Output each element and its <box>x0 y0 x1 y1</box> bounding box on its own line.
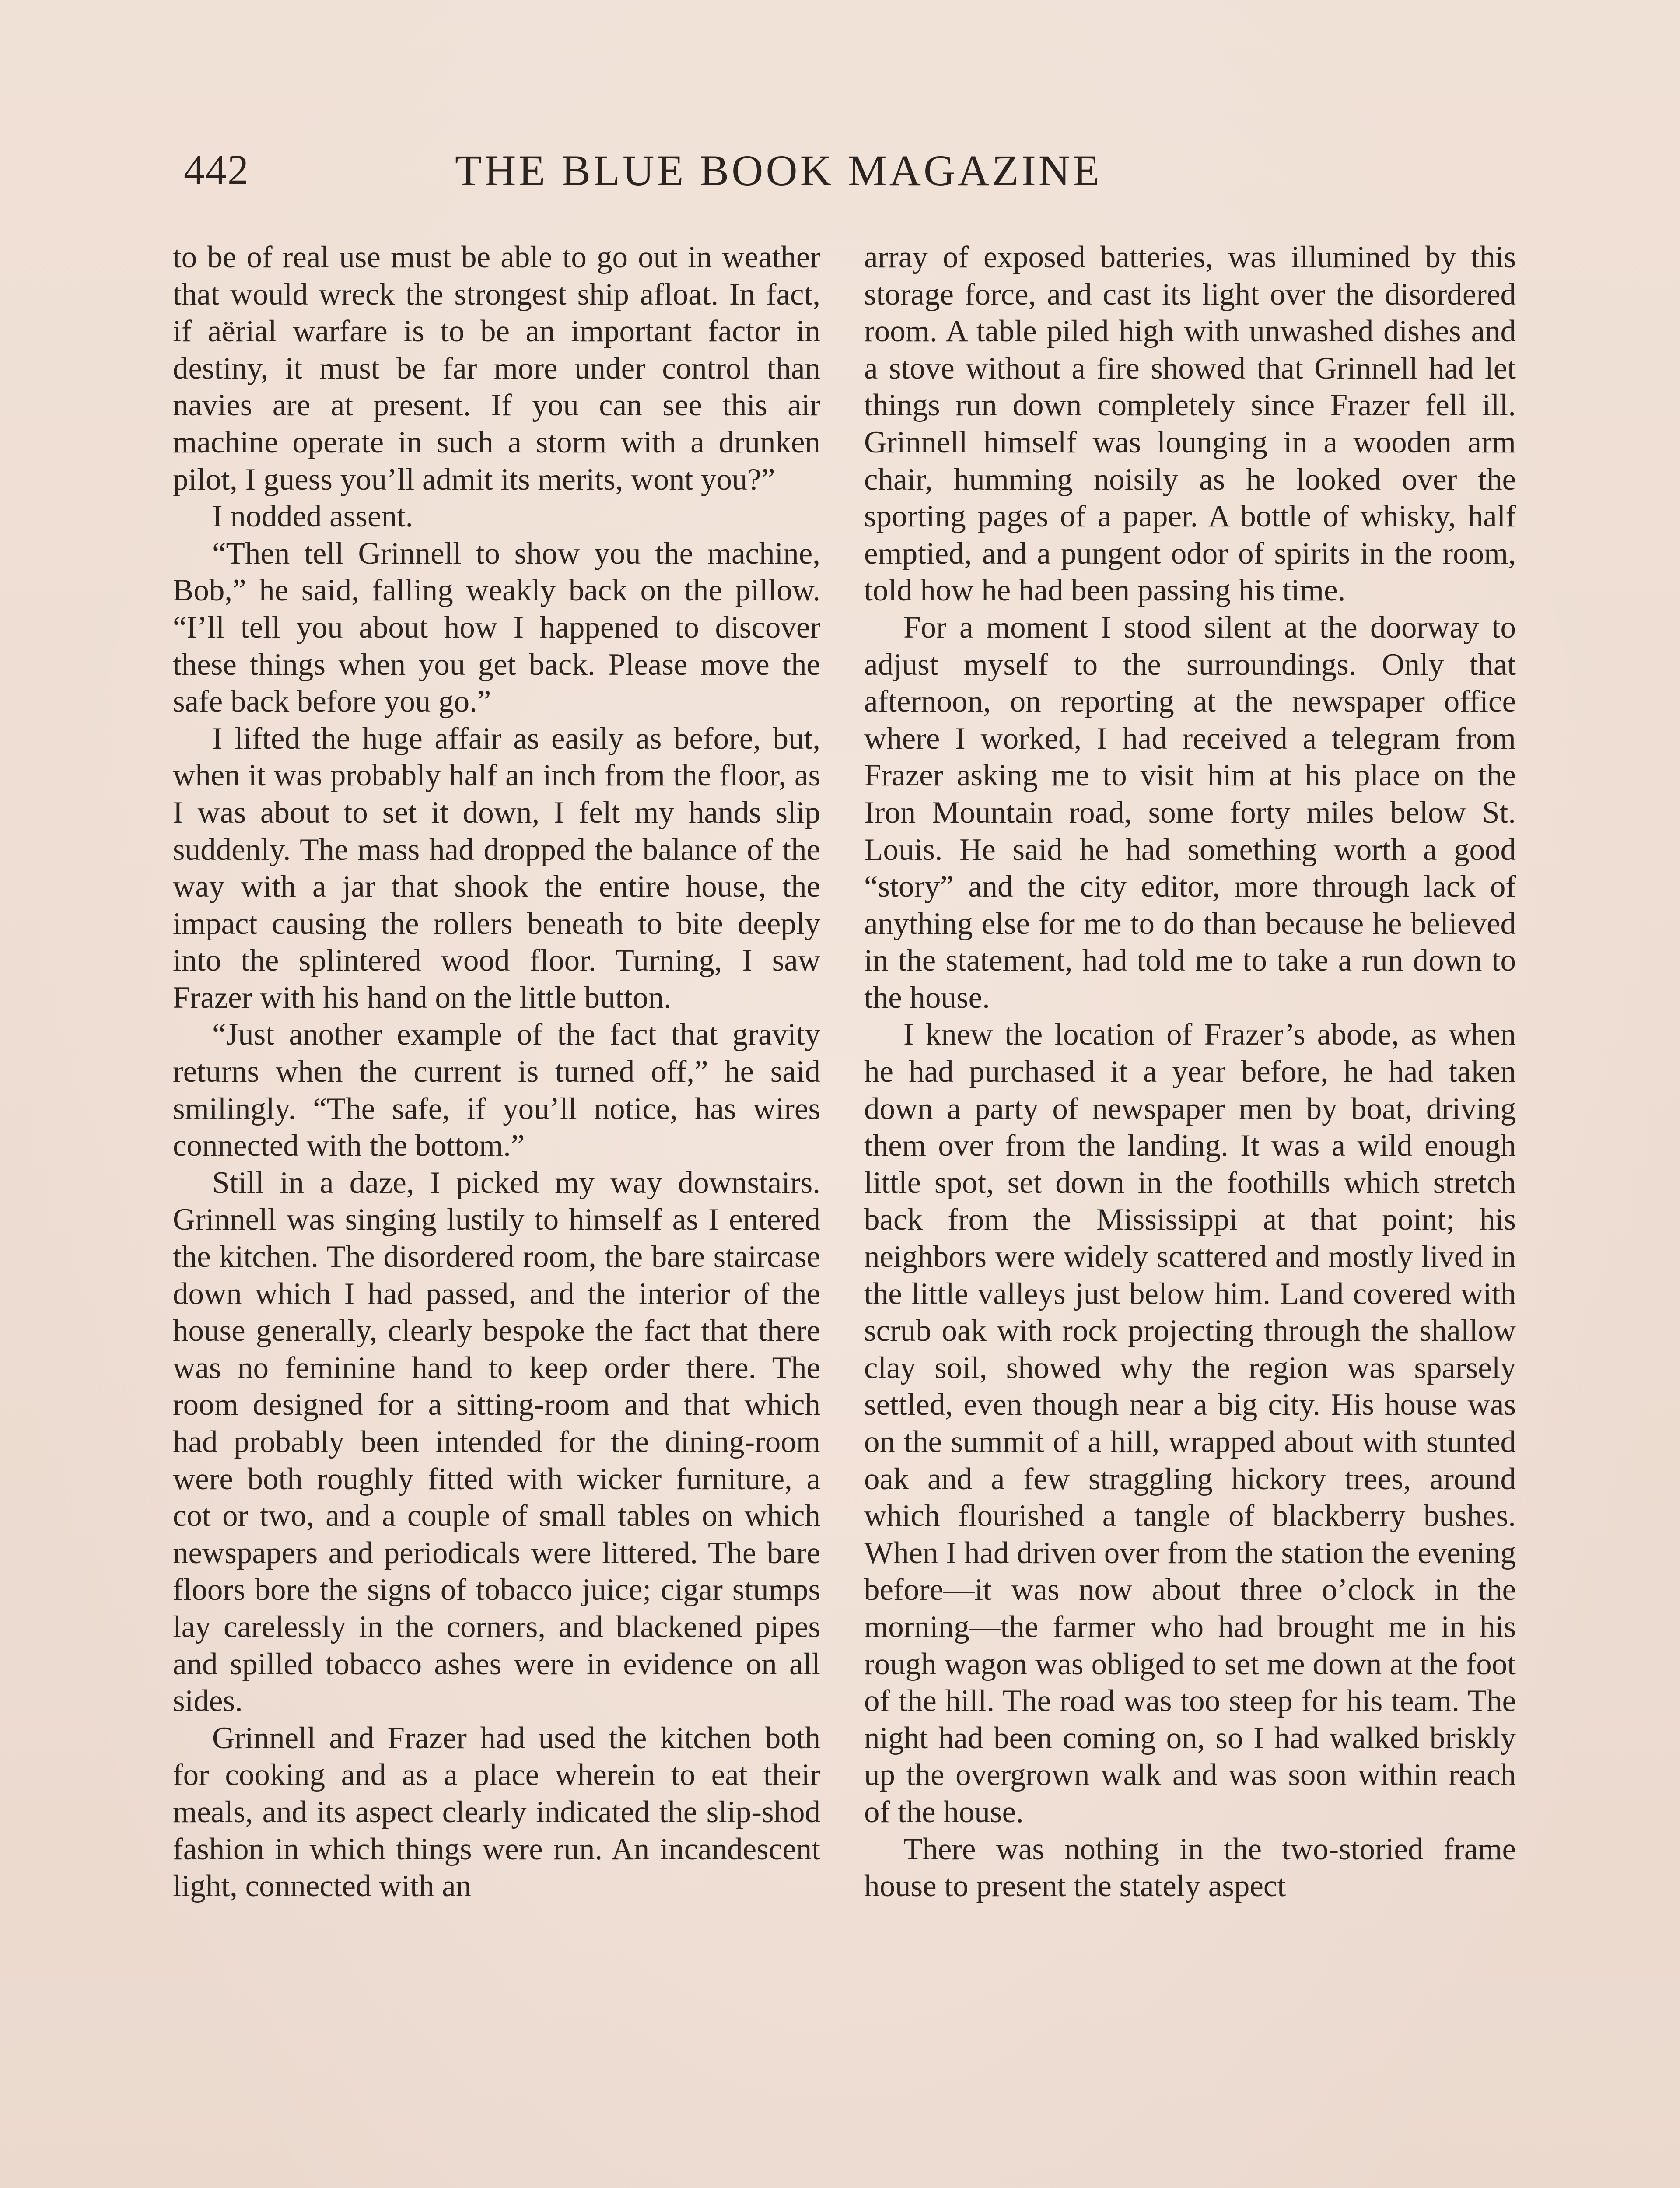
paragraph: For a moment I stood silent at the doorway to adjust myself to the surroundings. Only that afternoon, on reporting at the newspaper office where I worked, I had received a telegram from Frazer asking me to visit him at his place on the Iron Mountain road, some forty miles below St. Louis. He said he had something worth a good “story” and the city editor, more through lack of anything else for me to do than because he believed in the statement, had told me to take a run down to the house. <box>864 610 1516 1015</box>
page-number: 442 <box>184 146 249 193</box>
paragraph: array of exposed batteries, was illumined by this storage force, and cast its light over the disordered room. A table piled high with unwashed dishes and a stove without a fire showed that Grinnell had let things run down completely since Frazer fell ill. Grinnell himself was lounging in a wooden arm chair, humming noisily as he looked over the sporting pages of a paper. A bottle of whisky, half emptied, and a pungent odor of spirits in the room, told how he had been passing his time. <box>864 240 1516 608</box>
right-text-column <box>864 239 1516 1905</box>
paragraph: Still in a daze, I picked my way downstairs. Grinnell was singing lustily to himself as I entered the kitchen. The disordered room, the bare staircase down which I had passed, and the interior of the house generally, clearly bespoke the fact that there was no feminine hand to keep order there. The room designed for a sitting-room and that which had probably been intended for the dining-room were both roughly fitted with wicker furniture, a cot or two, and a couple of small tables on which newspapers and periodicals were littered. The bare floors bore the signs of tobacco juice; cigar stumps lay carelessly in the corners, and blackened pipes and spilled tobacco ashes were in evidence on all sides. <box>173 1165 820 1718</box>
paragraph: I nodded assent. <box>212 499 413 534</box>
paragraph: There was nothing in the two-storied frame house to present the stately aspect <box>864 1832 1516 1904</box>
paragraph: “Then tell Grinnell to show you the machine, Bob,” he said, falling weakly back on the pillow. “I’ll tell you about how I happened to discover these things when you get back. Please move the safe back before you go.” <box>173 536 820 719</box>
paragraph: I knew the location of Frazer’s abode, as when he had purchased it a year before, he had taken down a party of newspaper men by boat, driving them over from the landing. It was a wild enough little spot, set down in the foothills which stretch back from the Mississippi at that point; his neighbors were widely scattered and mostly lived in the little valleys just below him. Land covered with scrub oak with rock projecting through the shallow clay soil, showed why the region was sparsely settled, even though near a big city. His house was on the summit of a hill, wrapped about with stunted oak and a few straggling hickory trees, around which flourished a tangle of blackberry bushes. When I had driven over from the station the evening before—it was now about three o’clock in the morning—the farmer who had brought me in his rough wagon was obliged to set me down at the foot of the hill. The road was too steep for his team. The night had been coming on, so I had walked briskly up the overgrown walk and was soon within reach of the house. <box>864 1017 1516 1829</box>
paragraph: “Just another example of the fact that gravity returns when the current is turned off,” he said smilingly. “The safe, if you’ll notice, has wires connected with the bottom.” <box>173 1017 820 1163</box>
paragraph: to be of real use must be able to go out in weather that would wreck the strongest ship afloat. In fact, if aërial warfare is to be an important factor in destiny, it must be far more under control than navies are at present. If you can see this air machine operate in such a storm with a drunken pilot, I guess you’ll admit its merits, wont you?” <box>173 240 820 497</box>
paragraph: I lifted the huge affair as easily as before, but, when it was probably half an inch from the floor, as I was about to set it down, I felt my hands slip suddenly. The mass had dropped the balance of the way with a jar that shook the entire house, the impact causing the rollers beneath to bite deeply into the splintered wood floor. Turning, I saw Frazer with his hand on the little button. <box>173 721 820 1015</box>
left-text-column <box>173 239 820 1905</box>
paragraph: Grinnell and Frazer had used the kitchen both for cooking and as a place wherein to eat their meals, and its aspect clearly indicated the slip-shod fashion in which things were run. An incandescent light, connected with an <box>173 1721 820 1904</box>
running-header-title: THE BLUE BOOK MAGAZINE <box>455 146 1102 195</box>
